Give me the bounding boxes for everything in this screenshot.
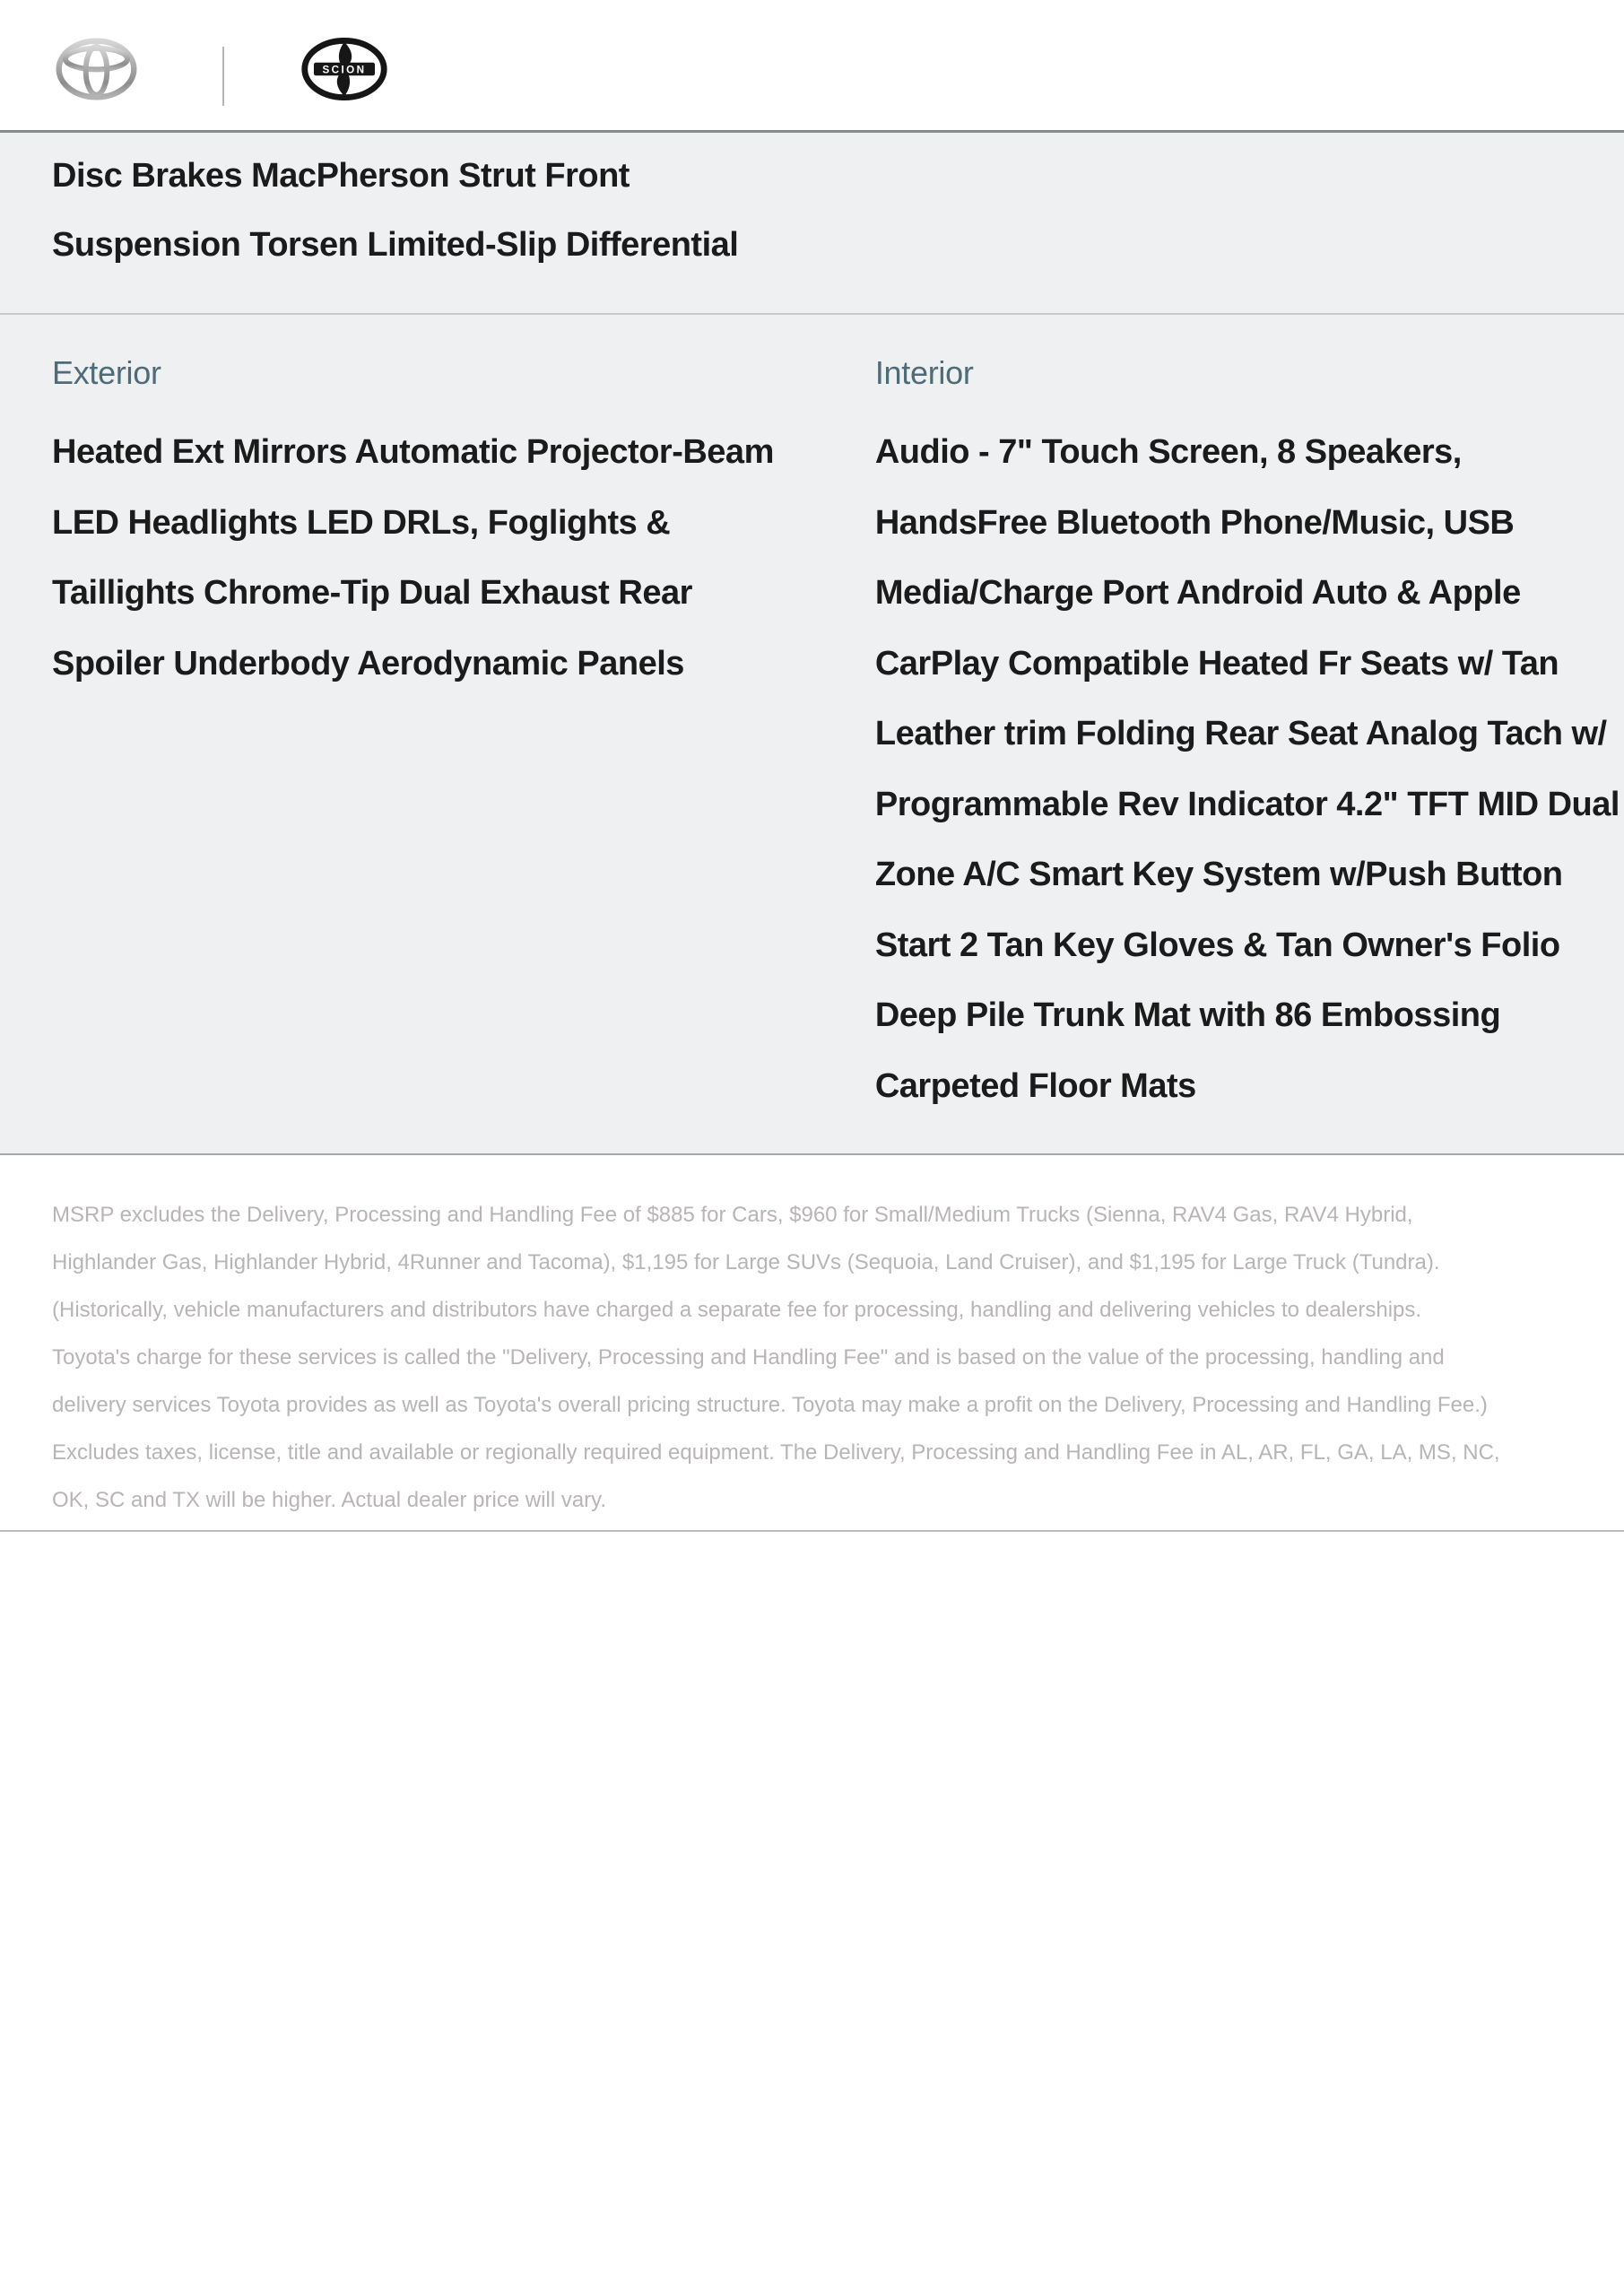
text-line: MSRP excludes the Delivery, Processing and Handling Fee of $885 for Cars, $960 for Small/Medium Trucks (Sienna, RAV4 Gas, RAV4 Hybrid, xyxy=(52,1203,1413,1227)
text-line: Deep Pile Trunk Mat with 86 Embossing xyxy=(874,996,1501,1034)
disclaimer-text xyxy=(52,1191,1572,1524)
scion-bolt-bottom xyxy=(337,72,350,96)
text-line: Programmable Rev Indicator 4.2" TFT MID Dual xyxy=(874,785,1620,823)
exterior-column xyxy=(52,352,774,1153)
disclaimer-section xyxy=(0,1155,1624,1532)
text-line: Heated Ext Mirrors Automatic Projector-Beam xyxy=(52,433,774,471)
scion-logo-icon xyxy=(300,38,388,100)
text-line: Toyota's charge for these services is called the "Delivery, Processing and Handling Fee" and is based on the value of the processing, handling and xyxy=(52,1345,1445,1370)
logo-divider xyxy=(222,47,224,106)
interior-column xyxy=(875,352,1620,1153)
text-line: Disc Brakes MacPherson Strut Front xyxy=(52,157,630,195)
text-line: Highlander Gas, Highlander Hybrid, 4Runner and Tacoma), $1,195 for Large SUVs (Sequoia, Land Cruiser), and $1,195 for Large Truck (Tundra). xyxy=(52,1250,1440,1274)
brand-header xyxy=(0,0,1624,133)
text-line: (Historically, vehicle manufacturers and distributors have charged a separate fee for processing, handling and delivering vehicles to dealerships. xyxy=(52,1298,1422,1322)
text-line: Suspension Torsen Limited-Slip Differential xyxy=(52,226,739,264)
text-line: Media/Charge Port Android Auto & Apple xyxy=(874,574,1521,612)
text-line: delivery services Toyota provides as well as Toyota's overall pricing structure. Toyota may make a profit on the Delivery, Processing and Handling Fee.) xyxy=(52,1393,1488,1417)
text-line: Spoiler Underbody Aerodynamic Panels xyxy=(52,644,684,683)
text-line: OK, SC and TX will be higher. Actual dealer price will vary. xyxy=(52,1488,607,1512)
exterior-heading: Exterior xyxy=(52,354,161,391)
exterior-feature-text xyxy=(52,417,774,699)
text-line: Taillights Chrome-Tip Dual Exhaust Rear xyxy=(52,574,692,612)
scion-bolt-top xyxy=(339,42,352,66)
text-line: Audio - 7" Touch Screen, 8 Speakers, xyxy=(874,433,1462,471)
text-line: Leather trim Folding Rear Seat Analog Tach w/ xyxy=(874,715,1607,752)
scion-logo-text: SCION xyxy=(322,64,367,76)
interior-heading: Interior xyxy=(874,354,974,391)
drivetrain-summary-section xyxy=(0,133,1624,315)
text-line: HandsFree Bluetooth Phone/Music, USB xyxy=(874,503,1515,542)
interior-feature-text xyxy=(875,417,1620,1121)
text-line: Zone A/C Smart Key System w/Push Button xyxy=(874,856,1563,893)
features-section xyxy=(0,315,1624,1155)
text-line: CarPlay Compatible Heated Fr Seats w/ Tan xyxy=(874,644,1559,683)
text-line: Excludes taxes, license, title and available or regionally required equipment. The Delivery, Processing and Handling Fee in AL, AR, FL, GA, LA, MS, NC, xyxy=(52,1440,1500,1465)
text-line: Start 2 Tan Key Gloves & Tan Owner's Folio xyxy=(874,926,1560,964)
toyota-logo-icon xyxy=(56,38,137,100)
text-line: Carpeted Floor Mats xyxy=(874,1066,1196,1105)
text-line: LED Headlights LED DRLs, Foglights & xyxy=(52,503,671,542)
drivetrain-summary-text xyxy=(52,142,1572,280)
